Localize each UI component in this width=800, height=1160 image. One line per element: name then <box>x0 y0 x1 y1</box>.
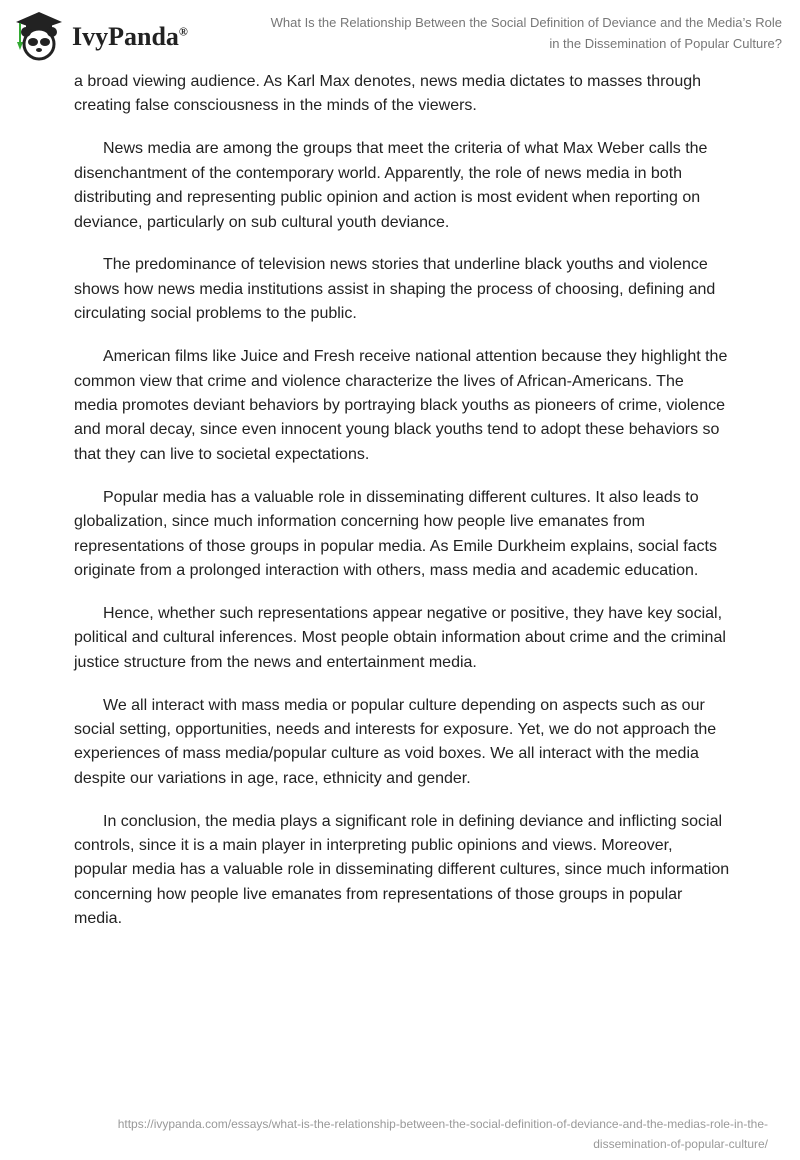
paragraph: In conclusion, the media plays a significant role in defining deviance and inflicting social controls, since it is a main player in interpreting public opinions and views. Moreover, popular media has a valuable role in disseminating different cultures, since much information concerning how people live emanates from representations of those groups in popular media. <box>74 812 730 928</box>
page-header <box>0 0 800 70</box>
panda-graduate-icon <box>12 8 66 62</box>
paragraph: Hence, whether such representations appear negative or positive, they have key social, political and cultural inferences. Most people obtain information about crime and the criminal justice structure from the news and entertainment media. <box>74 604 726 671</box>
logo-text <box>72 22 188 52</box>
paragraph: a broad viewing audience. As Karl Max denotes, news media dictates to masses through creating false consciousness in the minds of the viewers. <box>74 73 702 115</box>
logo-wordmark: IvyPanda <box>72 22 179 51</box>
paragraph: News media are among the groups that meet the criteria of what Max Weber calls the disenchantment of the contemporary world. Apparently, the role of news media in both distributing and representing public opinion and action is most evident when reporting on deviance, particularly on sub cultural youth deviance. <box>74 140 708 231</box>
essay-title: What Is the Relationship Between the Social Definition of Deviance and the Media’s Role in the Dissemination of Popular Culture? <box>270 15 782 51</box>
registered-mark: ® <box>178 24 188 39</box>
paragraph: Popular media has a valuable role in disseminating different cultures. It also leads to globalization, since much information concerning how people live emanates from representations of those groups in popular media. As Emile Durkheim explains, social facts originate from a prolonged interaction with others, mass media and academic education. <box>74 488 717 579</box>
essay-body <box>74 70 730 950</box>
paragraph: We all interact with mass media or popular culture depending on aspects such as our social setting, opportunities, needs and interests for exposure. Yet, we do not approach the experiences of mass media/popular culture as void boxes. We all interact with the media despite our variations in age, race, ethnicity and gender. <box>74 696 717 787</box>
ivypanda-logo[interactable] <box>12 8 188 62</box>
paragraph: American films like Juice and Fresh receive national attention because they highlight the common view that crime and violence characterize the lives of African-Americans. The media promotes deviant behaviors by portraying black youths as pioneers of crime, violence and moral decay, since even innocent young black youths tend to adopt these behaviors so that they can live to societal expectations. <box>74 348 728 463</box>
paragraph: The predominance of television news stories that underline black youths and violence shows how news media institutions assist in shaping the process of choosing, defining and circulating social problems to the public. <box>74 256 716 323</box>
source-url[interactable]: https://ivypanda.com/essays/what-is-the-relationship-between-the-social-definition-of-deviance-and-the-medias-role-in-the-dissemination-of-popular-culture/ <box>117 1117 768 1151</box>
